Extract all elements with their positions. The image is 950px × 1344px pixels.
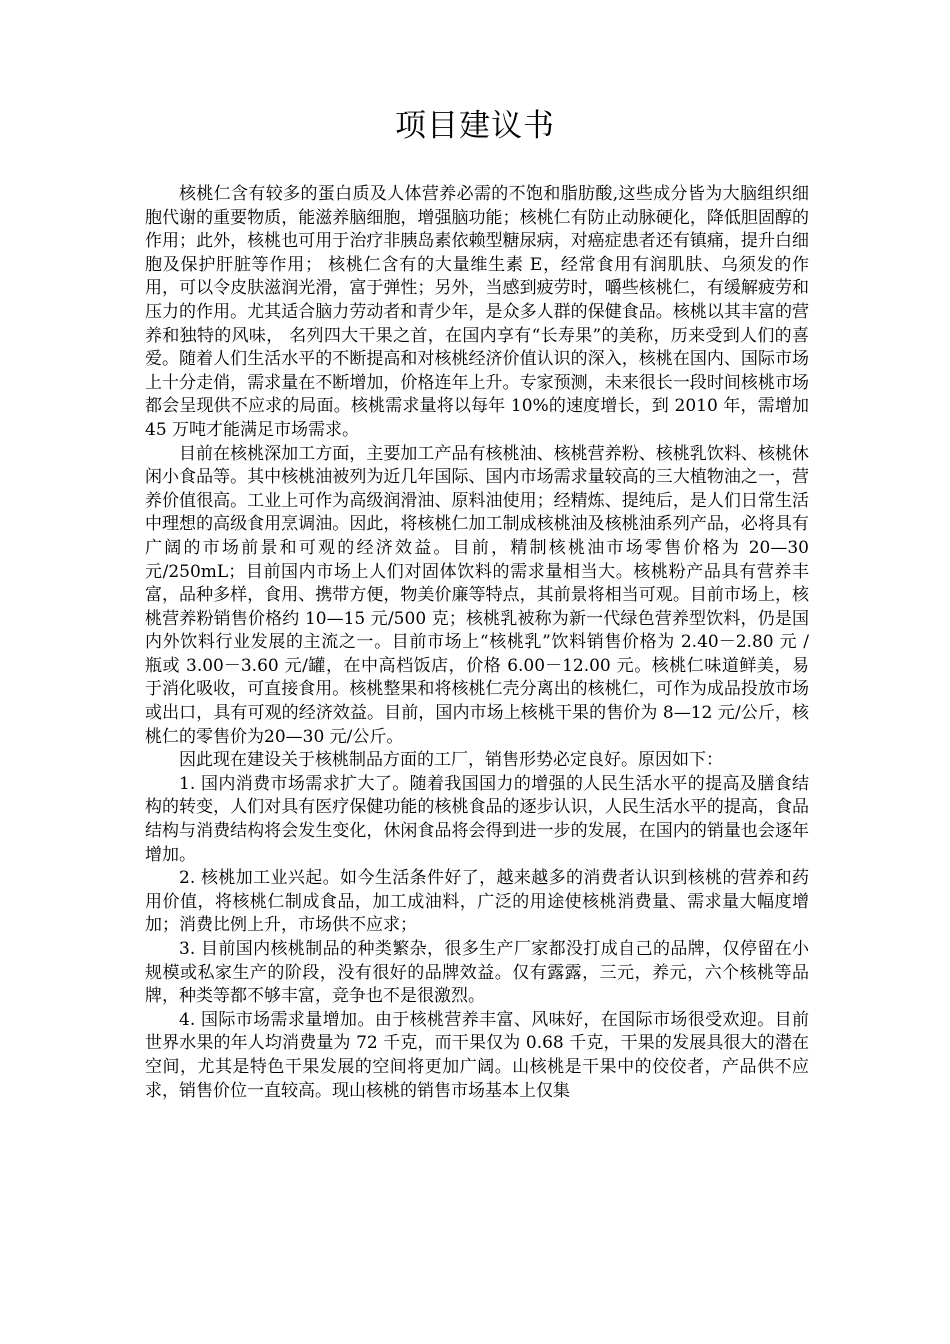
- paragraph-walnut-nutrition: 核桃仁含有较多的蛋白质及人体营养必需的不饱和脂肪酸,这些成分皆为大脑组织细胞代谢的重要物质，能滋养脑细胞，增强脑功能；核桃仁有防止动脉硬化，降低胆固醇的作用；此外，核桃也可用于治疗非胰岛素依赖型糖尿病，对癌症患者还有镇痛，提升白细胞及保护肝脏等作用； 核桃仁含有的大量维生素 E，经常食用有润肌肤、乌须发的作用，可以令皮肤滋润光滑，富于弹性；另外，当感到疲劳时，嚼些核桃仁，有缓解疲劳和压力的作用。尤其适合脑力劳动者和青少年，是众多人群的保健食品。核桃以其丰富的营养和独特的风味， 名列四大干果之首，在国内享有“长寿果”的美称，历来受到人们的喜爱。随着人们生活水平的不断提高和对核桃经济价值认识的深入，核桃在国内、国际市场上十分走俏，需求量在不断增加，价格连年上升。专家预测，未来很长一段时间核桃市场都会呈现供不应求的局面。核桃需求量将以每年 10%的速度增长，到 2010 年，需增加 45 万吨才能满足市场需求。: [145, 184, 809, 440]
- document-body: [145, 183, 809, 1103]
- paragraph-reason-4: 4. 国际市场需求量增加。由于核桃营养丰富、风味好，在国际市场很受欢迎。目前世界水果的年人均消费量为 72 千克，而干果仅为 0.68 千克，干果的发展具很大的潜在空间，尤其是特色干果发展的空间将更加广阔。山核桃是干果中的佼佼者，产品供不应求，销售价位一直较高。现山核桃的销售市场基本上仅集: [145, 1009, 809, 1101]
- paragraph-reason-2: 2. 核桃加工业兴起。如今生活条件好了，越来越多的消费者认识到核桃的营养和药用价值，将核桃仁制成食品，加工成油料，广泛的用途使核桃消费量、需求量大幅度增加；消费比例上升，市场供不应求；: [145, 868, 809, 936]
- paragraph-sales-outlook: 因此现在建设关于核桃制品方面的工厂，销售形势必定良好。原因如下：: [179, 750, 723, 771]
- document-title: 项目建议书: [395, 108, 555, 144]
- paragraph-reason-1: 1. 国内消费市场需求扩大了。随着我国国力的增强的人民生活水平的提高及膳食结构的转变，人们对具有医疗保健功能的核桃食品的逐步认识，人民生活水平的提高，食品结构与消费结构将会发生变化，休闲食品将会得到进一步的发展，在国内的销量也会逐年增加。: [145, 773, 809, 865]
- paragraph-deep-processing: 目前在核桃深加工方面，主要加工产品有核桃油、核桃营养粉、核桃乳饮料、核桃休闲小食品等。其中核桃油被列为近几年国际、国内市场需求量较高的三大植物油之一，营养价值很高。工业上可作为高级润滑油、原料油使用；经精炼、提纯后，是人们日常生活中理想的高级食用烹调油。因此，将核桃仁加工制成核桃油及核桃油系列产品，必将具有广阔的市场前景和可观的经济效益。目前，精制核桃油市场零售价格为 20—30 元/250mL；目前国内市场上人们对固体饮料的需求量相当大。核桃粉产品具有营养丰富，品种多样，食用、携带方便，物美价廉等特点，其前景将相当可观。目前市场上，核桃营养粉销售价格约 10—15 元/500 克；核桃乳被称为新一代绿色营养型饮料，仍是国内外饮料行业发展的主流之一。目前市场上“核桃乳”饮料销售价格为 2.40－2.80 元 / 瓶或 3.00－3.60 元/罐，在中高档饭店，价格 6.00－12.00 元。核桃仁味道鲜美，易于消化吸收，可直接食用。核桃整果和将核桃仁壳分离出的核桃仁，可作为成品投放市场或出口，具有可观的经济效益。目前，国内市场上核桃干果的售价为 8—12 元/公斤，核桃仁的零售价为20—30 元/公斤。: [145, 443, 809, 747]
- paragraph-reason-3: 3. 目前国内核桃制品的种类繁杂，很多生产厂家都没打成自己的品牌，仅停留在小规模或私家生产的阶段，没有很好的品牌效益。仅有露露，三元，养元，六个核桃等品牌，种类等都不够丰富，竞争也不是很激烈。: [145, 939, 809, 1007]
